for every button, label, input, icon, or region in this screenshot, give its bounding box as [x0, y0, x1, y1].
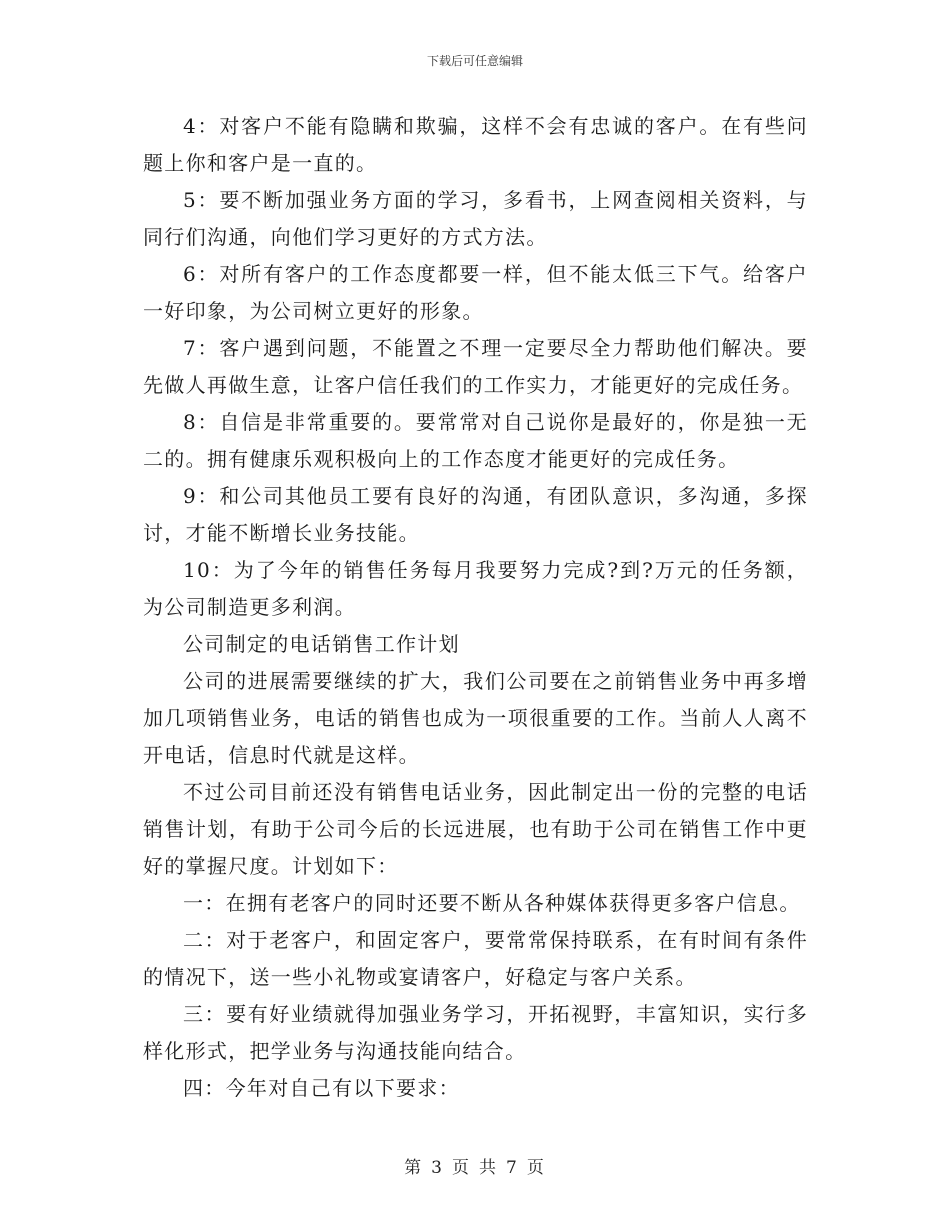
footer-di: 第 — [404, 1158, 424, 1178]
paragraph-plan-intro: 不过公司目前还没有销售电话业务，因此制定出一份的完整的电话销售计划，有助于公司今后的长远进展，也有助于公司在销售工作中更好的掌握尺度。计划如下： — [143, 780, 808, 878]
page-footer — [0, 1153, 950, 1178]
section-heading: 公司制定的电话销售工作计划 — [183, 632, 460, 656]
plan-item-1: 一：在拥有老客户的同时还要不断从各种媒体获得更多客户信息。 — [183, 891, 801, 915]
page-header: 下载后可任意编辑 — [426, 54, 523, 68]
plan-item-2: 二：对于老客户，和固定客户，要常常保持联系，在有时间有条件的情况下，送一些小礼物或宴请客户，好稳定与客户关系。 — [143, 928, 808, 989]
footer-gong: 共 — [479, 1158, 498, 1178]
paragraph-item-8: 8：自信是非常重要的。要常常对自己说你是最好的，你是独一无二的。拥有健康乐观积极向上的工作态度才能更好的完成任务。 — [143, 410, 808, 471]
footer-ye2: 页 — [526, 1158, 546, 1178]
paragraph-intro: 公司的进展需要继续的扩大，我们公司要在之前销售业务中再多增加几项销售业务，电话的销售也成为一项很重要的工作。当前人人离不开电话，信息时代就是这样。 — [143, 669, 808, 767]
footer-ye: 页 — [452, 1158, 471, 1178]
page-total: 7 — [506, 1158, 519, 1178]
paragraph-item-10: 10：为了今年的销售任务每月我要努力完成?到?万元的任务额，为公司制造更多利润。 — [143, 558, 808, 619]
page-number: 3 — [431, 1158, 444, 1178]
paragraph-item-7: 7：客户遇到问题，不能置之不理一定要尽全力帮助他们解决。要先做人再做生意，让客户信任我们的工作实力，才能更好的完成任务。 — [143, 336, 808, 397]
paragraph-item-9: 9：和公司其他员工要有良好的沟通，有团队意识，多沟通，多探讨，才能不断增长业务技能。 — [143, 484, 808, 545]
paragraph-item-5: 5：要不断加强业务方面的学习，多看书，上网查阅相关资料，与同行们沟通，向他们学习更好的方式方法。 — [143, 188, 808, 249]
plan-item-4: 四：今年对自己有以下要求： — [183, 1076, 460, 1100]
document-body — [143, 108, 808, 1107]
paragraph-item-6: 6：对所有客户的工作态度都要一样，但不能太低三下气。给客户一好印象，为公司树立更好的形象。 — [143, 262, 808, 323]
paragraph-item-4: 4：对客户不能有隐瞒和欺骗，这样不会有忠诚的客户。在有些问题上你和客户是一直的。 — [143, 114, 808, 175]
plan-item-3: 三：要有好业绩就得加强业务学习，开拓视野，丰富知识，实行多样化形式，把学业务与沟通技能向结合。 — [143, 1002, 808, 1063]
